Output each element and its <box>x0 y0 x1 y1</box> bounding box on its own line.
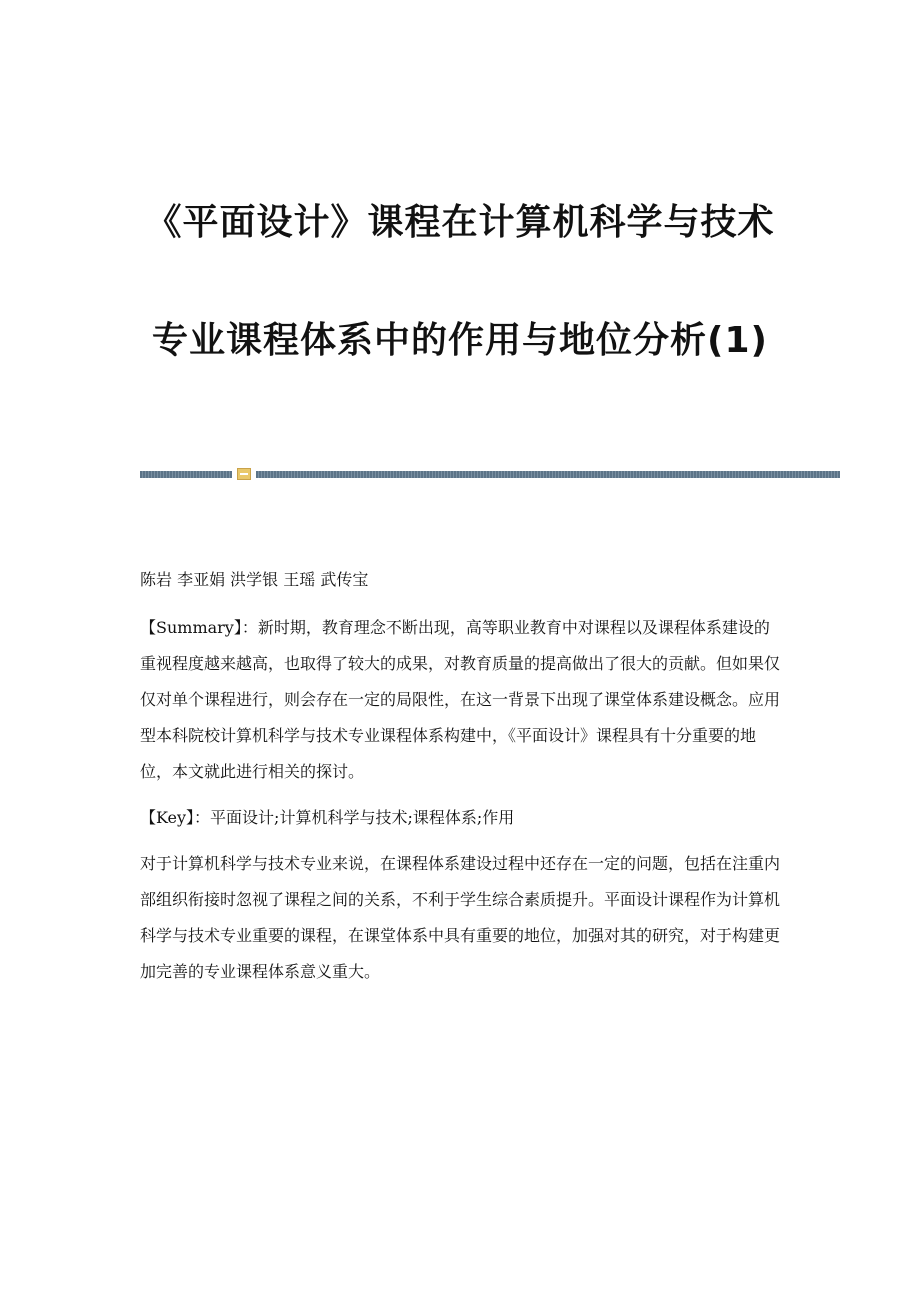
summary-text: ：新时期，教育理念不断出现，高等职业教育中对课程以及课程体系建设的重视程度越来越高，也取得了较大的成果，对教育质量的提高做出了很大的贡献。但如果仅仅对单个课程进行，则会存在一定的局限性，在这一背景下出现了课堂体系建设概念。应用型本科院校计算机科学与技术专业课程体系构建中，《平面设计》课程具有十分重要的地位，本文就此进行相关的探讨。 <box>140 618 781 781</box>
body-paragraph-1: 对于计算机科学与技术专业来说，在课程体系建设过程中还存在一定的问题，包括在注重内部组织衔接时忽视了课程之间的关系，不利于学生综合素质提升。平面设计课程作为计算机科学与技术专业重要的课程，在课堂体系中具有重要的地位，加强对其的研究，对于构建更加完善的专业课程体系意义重大。 <box>140 854 781 981</box>
document-body <box>140 562 780 1000</box>
key-label: 【Key】 <box>140 808 195 827</box>
divider-bar-left <box>140 471 232 478</box>
envelope-icon <box>237 468 251 480</box>
document-title-line-1: 《平面设计》课程在计算机科学与技术 <box>145 202 775 243</box>
summary-label: 【Summary】 <box>140 618 242 637</box>
document-title-line-2: 专业课程体系中的作用与地位分析(1) <box>152 320 768 361</box>
key-text: ：平面设计;计算机科学与技术;课程体系;作用 <box>194 808 515 827</box>
summary-paragraph <box>140 610 780 790</box>
divider-bar-right <box>256 471 840 478</box>
title-divider <box>140 470 840 480</box>
key-paragraph <box>140 800 780 836</box>
authors-line: 陈岩 李亚娟 洪学银 王瑶 武传宝 <box>140 570 369 589</box>
